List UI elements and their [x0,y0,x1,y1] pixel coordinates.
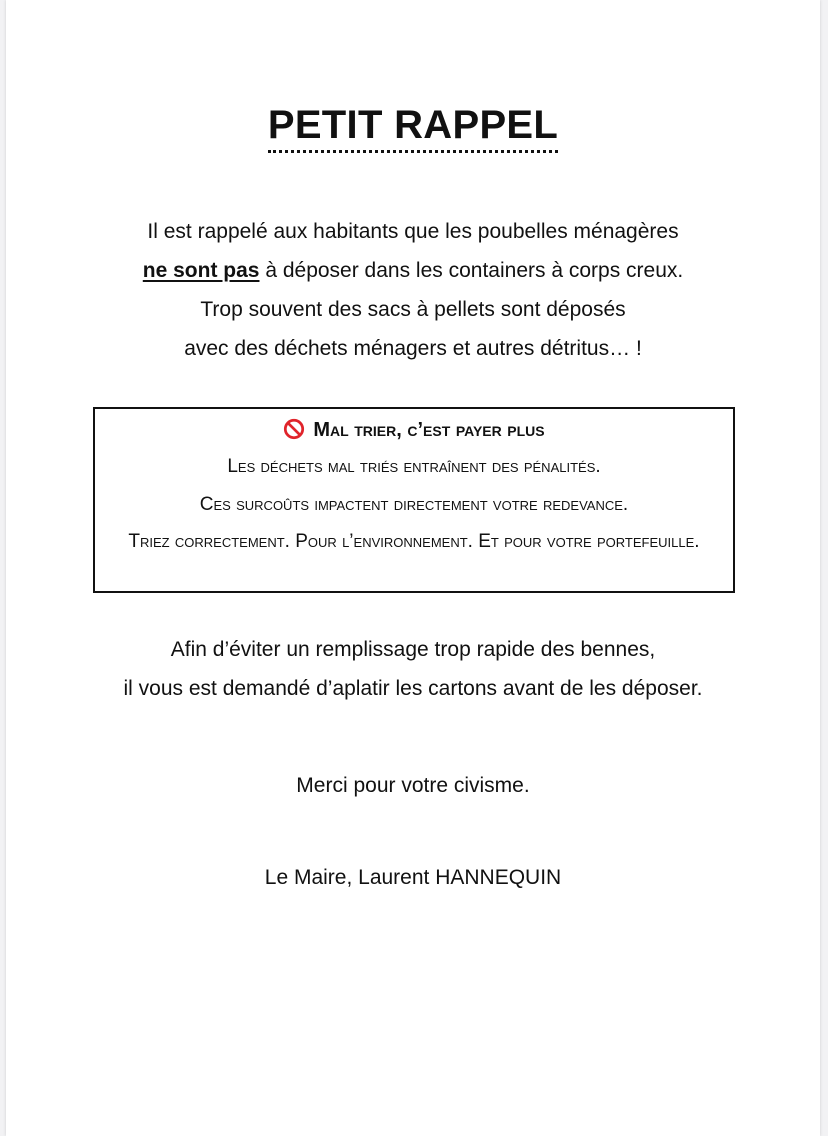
notice-line-3: Triez correctement. Pour l’environnement. Et pour votre portefeuille. [128,531,700,552]
cartons-line-2: il vous est demandé d’aplatir les cartons avant de les déposer. [123,677,703,700]
prohibited-icon [283,418,305,440]
notice-line-1: Les déchets mal triés entraînent des pénalités. [227,456,601,477]
page-title-text: PETIT RAPPEL [268,100,558,153]
notice-line-2: Ces surcoûts impactent directement votre redevance. [199,494,629,515]
document-page [6,0,820,1136]
notice-heading-text: Mal trier, c’est payer plus [313,419,545,441]
intro-emphasis: ne sont pas [142,259,260,282]
intro-line-3: Trop souvent des sacs à pellets sont déposés [200,298,626,321]
thanks-text: Merci pour votre civisme. [296,774,530,797]
intro-line-2 [6,251,820,290]
page-title [6,100,820,153]
intro-line-4: avec des déchets ménagers et autres détritus… ! [184,337,642,360]
notice-box [93,407,735,593]
notice-heading [95,412,733,448]
intro-line-1: Il est rappelé aux habitants que les poubelles ménagères [147,220,679,243]
signature: Le Maire, Laurent HANNEQUIN [264,866,562,889]
cartons-line-1: Afin d’éviter un remplissage trop rapide des bennes, [170,638,656,661]
cartons-paragraph [6,630,820,708]
intro-line-2-rest: à déposer dans les containers à corps creux. [259,259,684,282]
intro-paragraph [6,212,820,368]
